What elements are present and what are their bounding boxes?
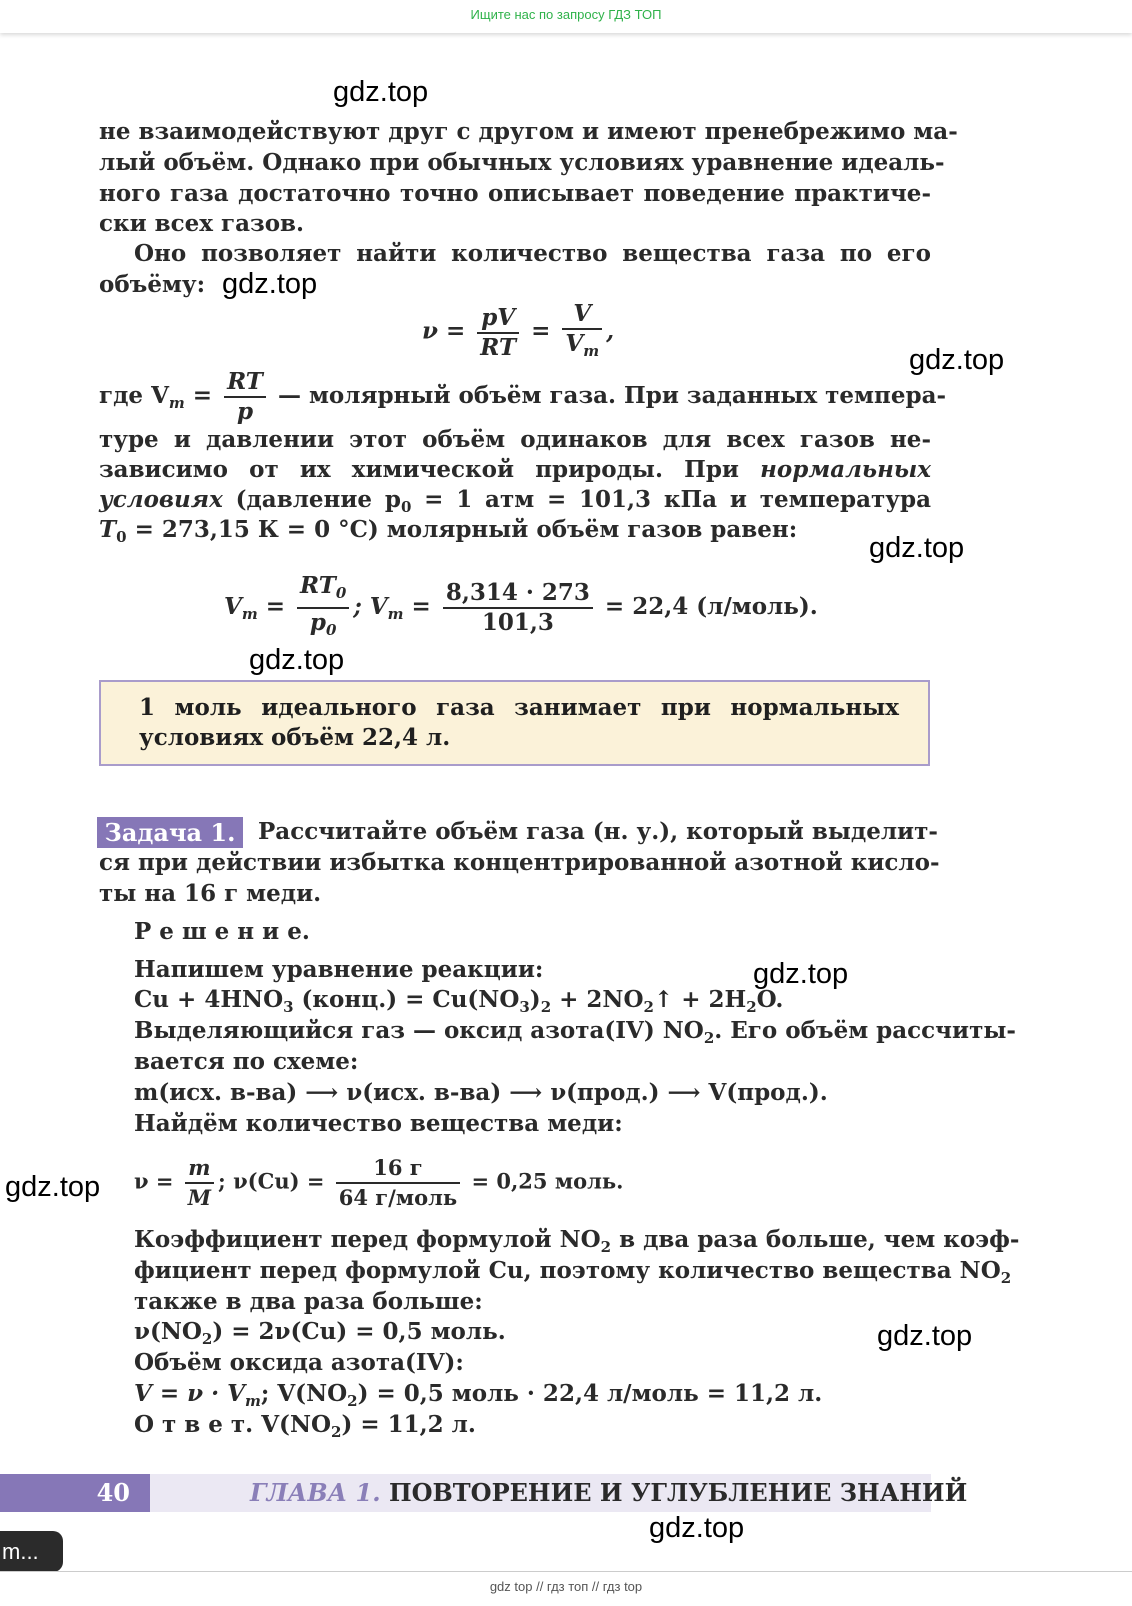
italic-term: нормальных (760, 456, 931, 483)
subscript: m (583, 342, 600, 360)
text-fragment: . Его объём рассчиты- (714, 1017, 1016, 1044)
denominator: 64 г/моль (338, 1185, 458, 1210)
formula-amount-of-substance (422, 300, 614, 365)
subscript: 2 (746, 998, 757, 1016)
subscript: 3 (519, 998, 530, 1016)
text-fragment: ) (529, 986, 541, 1013)
fraction (297, 572, 349, 644)
text-fragment: где V (99, 382, 169, 409)
solution-line (134, 1380, 931, 1410)
formula-molar-volume-normal (224, 572, 818, 644)
fraction (185, 1154, 214, 1212)
subscript: 3 (283, 998, 294, 1016)
paragraph-line: ного газа достаточно точно описывает поведение практиче- (99, 180, 931, 207)
watermark: gdz.top (909, 344, 1005, 376)
paragraph-line: туре и давлении этот объём одинаков для всех газов не- (99, 426, 931, 453)
task-line: Рассчитайте объём газа (н. у.), который выделит- (258, 818, 938, 845)
task-line: ся при действии избытка концентрированной азотной кисло- (99, 849, 940, 876)
formula-term: = (411, 593, 431, 620)
solution-line (134, 1226, 1020, 1256)
subscript: m (244, 1392, 261, 1410)
fraction (562, 300, 602, 365)
solution-scheme: m(исх. в-ва) ⟶ ν(исх. в-ва) ⟶ ν(прод.) ⟶ V(прод.). (134, 1079, 828, 1106)
task-line: ты на 16 г меди. (99, 880, 322, 907)
subscript: 2 (703, 1029, 715, 1047)
solution-line: Найдём количество вещества меди: (134, 1110, 623, 1137)
formula-term: = 0,25 моль. (471, 1168, 624, 1194)
text-fragment: Коэффициент перед формулой NO (134, 1226, 601, 1253)
paragraph-line: объёму: (99, 271, 206, 298)
subscript: m (387, 605, 404, 623)
text-fragment: зависимо от их химической природы. При (99, 456, 739, 483)
solution-line (134, 1017, 1016, 1047)
watermark: gdz.top (222, 268, 318, 300)
solution-line: вается по схеме: (134, 1048, 359, 1075)
solution-line: Напишем уравнение реакции: (134, 956, 544, 983)
subscript: 2 (643, 998, 654, 1016)
solution-heading: Р е ш е н и е. (134, 918, 310, 945)
subscript: 2 (540, 998, 552, 1016)
rule-box (99, 680, 930, 766)
denominator: 101,3 (481, 609, 554, 636)
formula-term: ; V (353, 593, 388, 620)
numerator: pV (477, 304, 519, 334)
text-fragment: V(NO (253, 1411, 331, 1438)
text-fragment: O. (756, 986, 784, 1013)
fraction (477, 304, 519, 362)
denominator: M (187, 1185, 212, 1210)
text-fragment: = 1 атм = 101,3 кПа и температура (411, 486, 932, 513)
watermark: gdz.top (877, 1320, 973, 1352)
solution-line (134, 1257, 1012, 1287)
fraction (443, 579, 593, 637)
numerator (297, 572, 349, 609)
paragraph-line: лый объём. Однако при обычных условиях уравнение идеаль- (99, 149, 945, 176)
chapter-name: ПОВТОРЕНИЕ И УГЛУБЛЕНИЕ ЗНАНИЙ (388, 1478, 968, 1507)
numerator: 16 г (336, 1154, 460, 1184)
rule-line: условиях объём 22,4 л. (139, 724, 451, 751)
fraction (224, 368, 266, 426)
subscript: 0 (326, 621, 337, 639)
paragraph-line (99, 486, 931, 516)
paragraph-line (99, 516, 931, 546)
subscript: 2 (201, 1330, 213, 1348)
subscript: 2 (347, 1392, 358, 1410)
watermark: gdz.top (249, 644, 345, 676)
task-label: Задача 1. (97, 817, 243, 848)
denominator: p (236, 398, 254, 425)
text-fragment: ) = 0,5 моль · 22,4 л/моль = 11,2 л. (357, 1380, 823, 1407)
formula-term: ; ν(Cu) = (218, 1168, 325, 1194)
text-fragment: = 273,15 К = 0 °С) молярный объём газов равен: (126, 516, 798, 543)
rule-line: 1 моль идеального газа занимает при нормальных (139, 694, 899, 721)
numerator: m (185, 1154, 214, 1184)
text-fragment: ↑ + 2H (653, 986, 747, 1013)
solution-line: также в два раза больше: (134, 1288, 483, 1315)
subscript: 2 (600, 1238, 612, 1256)
text-fragment: (конц.) = Cu(NO (293, 986, 520, 1013)
answer-line (134, 1411, 931, 1441)
text-fragment: ) = 11,2 л. (341, 1411, 476, 1438)
formula-term: ν = (422, 317, 466, 345)
formula-term: = 22,4 (л/моль). (604, 593, 818, 620)
subscript: 2 (1000, 1269, 1012, 1287)
text-fragment: + 2NO (551, 986, 644, 1013)
watermark: gdz.top (753, 958, 849, 990)
text-fragment: ) = 2ν(Cu) = 0,5 моль. (212, 1318, 506, 1345)
solution-line: Объём оксида азота(IV): (134, 1349, 464, 1376)
molar-volume-definition (99, 368, 946, 426)
paragraph-line (99, 456, 931, 483)
fraction (336, 1154, 460, 1212)
subscript: 2 (331, 1423, 342, 1441)
text-fragment: ; V(NO (260, 1380, 348, 1407)
denominator (297, 609, 349, 644)
subscript: 0 (335, 584, 347, 602)
formula-term: = (531, 317, 551, 345)
denominator (562, 330, 602, 365)
paragraph-line: Оно позволяет найти количество вещества газа по его (134, 240, 931, 267)
numerator: V (562, 300, 602, 330)
text-fragment: = (184, 382, 213, 409)
text-fragment: фициент перед формулой Cu, поэтому количество вещества NO (134, 1257, 1001, 1284)
denominator: RT (480, 333, 517, 361)
top-banner (0, 0, 1132, 33)
formula-term: V (565, 330, 584, 357)
text-fragment: в два раза больше, чем коэф- (611, 1226, 1020, 1253)
watermark: gdz.top (869, 532, 965, 564)
formula-term: p (309, 609, 326, 636)
floating-pill-button[interactable]: m... (0, 1531, 63, 1572)
watermark: gdz.top (649, 1512, 745, 1544)
numerator: RT (224, 368, 266, 398)
subscript: m (241, 605, 258, 623)
paragraph-line: ски всех газов. (99, 210, 305, 237)
paragraph-line: не взаимодействуют друг с другом и имеют пренебрежимо ма- (99, 118, 958, 145)
formula-term: , (606, 317, 615, 345)
reaction-equation (134, 986, 931, 1016)
chapter-label: ГЛАВА 1. (250, 1478, 381, 1507)
formula-term: ν = (134, 1168, 174, 1194)
subscript: 0 (116, 528, 127, 546)
answer-label: О т в е т. (134, 1411, 254, 1438)
bottom-bar: gdz top // гдз топ // гдз top (0, 1571, 1132, 1606)
formula-term: V (224, 593, 242, 620)
text-fragment: T (99, 516, 117, 543)
text-fragment: Выделяющийся газ — оксид азота(IV) NO (134, 1017, 704, 1044)
italic-term: условиях (99, 486, 223, 513)
solution-line (134, 1318, 931, 1348)
watermark: gdz.top (5, 1171, 101, 1203)
text-fragment: (давление p (235, 486, 401, 513)
watermark: gdz.top (333, 76, 429, 108)
chapter-title (250, 1474, 968, 1512)
numerator: 8,314 · 273 (443, 579, 593, 609)
text-fragment: Cu + 4HNO (134, 986, 284, 1013)
formula-term: RT (300, 572, 336, 599)
formula-copper-amount (134, 1154, 623, 1212)
formula-term: = (265, 593, 286, 620)
page-number: 40 (0, 1474, 150, 1512)
text-fragment: V = ν · V (134, 1380, 245, 1407)
subscript: 0 (400, 498, 412, 516)
text-fragment: ν(NO (134, 1318, 202, 1345)
subscript: m (168, 394, 185, 412)
top-banner-text: Ищите нас по запросу ГДЗ ТОП (470, 7, 662, 22)
text-fragment: — молярный объём газа. При заданных темпера- (277, 382, 947, 409)
